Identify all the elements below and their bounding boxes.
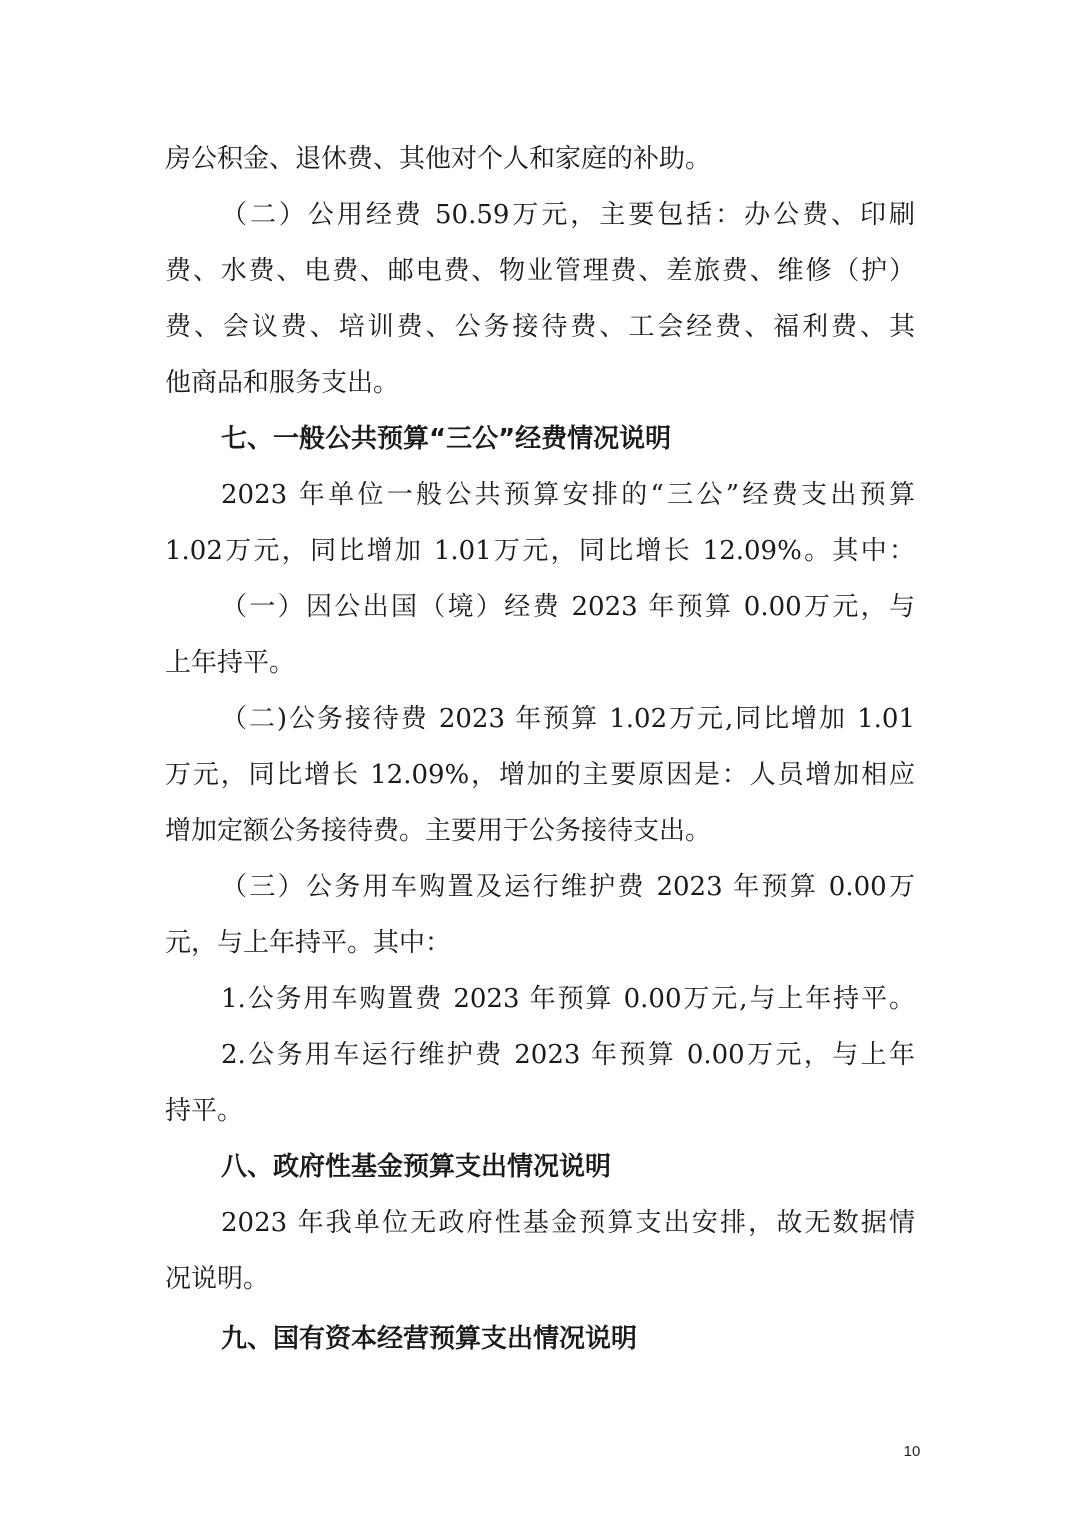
text-line: 持平。 xyxy=(165,1096,244,1126)
text-line: 1.公务用车购置费 2023 年预算 0.00万元,与上年持平。 xyxy=(221,984,915,1014)
section-heading: 九、国有资本经营预算支出情况说明 xyxy=(221,1324,638,1354)
text-line: 上年持平。 xyxy=(165,648,296,678)
text-line: 房公积金、退休费、其他对个人和家庭的补助。 xyxy=(165,144,712,174)
text-line: 费、水费、电费、邮电费、物业管理费、差旅费、维修（护） xyxy=(165,256,915,286)
text-line: （一）因公出国（境）经费 2023 年预算 0.00万元，与 xyxy=(221,592,915,622)
text-line: 2023 年我单位无政府性基金预算支出安排，故无数据情 xyxy=(221,1208,915,1238)
section-heading: 八、政府性基金预算支出情况说明 xyxy=(221,1152,612,1182)
text-line: 增加定额公务接待费。主要用于公务接待支出。 xyxy=(165,816,712,846)
text-line: 2.公务用车运行维护费 2023 年预算 0.00万元，与上年 xyxy=(221,1040,915,1070)
text-line: 2023 年单位一般公共预算安排的“三公”经费支出预算 xyxy=(221,480,915,510)
text-line: 费、会议费、培训费、公务接待费、工会经费、福利费、其 xyxy=(165,312,915,342)
text-line: 1.02万元，同比增加 1.01万元，同比增长 12.09%。其中： xyxy=(165,536,915,566)
text-line: （二）公用经费 50.59万元，主要包括：办公费、印刷 xyxy=(221,200,915,230)
page-number: 10 xyxy=(903,1443,921,1460)
text-line: 元，与上年持平。其中： xyxy=(165,928,452,958)
text-line: 他商品和服务支出。 xyxy=(165,368,400,398)
text-line: （二)公务接待费 2023 年预算 1.02万元,同比增加 1.01 xyxy=(221,704,915,734)
text-line: （三）公务用车购置及运行维护费 2023 年预算 0.00万 xyxy=(221,872,915,902)
text-line: 况说明。 xyxy=(165,1264,270,1294)
text-line: 万元，同比增长 12.09%，增加的主要原因是：人员增加相应 xyxy=(165,760,915,790)
section-heading: 七、一般公共预算“三公”经费情况说明 xyxy=(221,424,672,454)
